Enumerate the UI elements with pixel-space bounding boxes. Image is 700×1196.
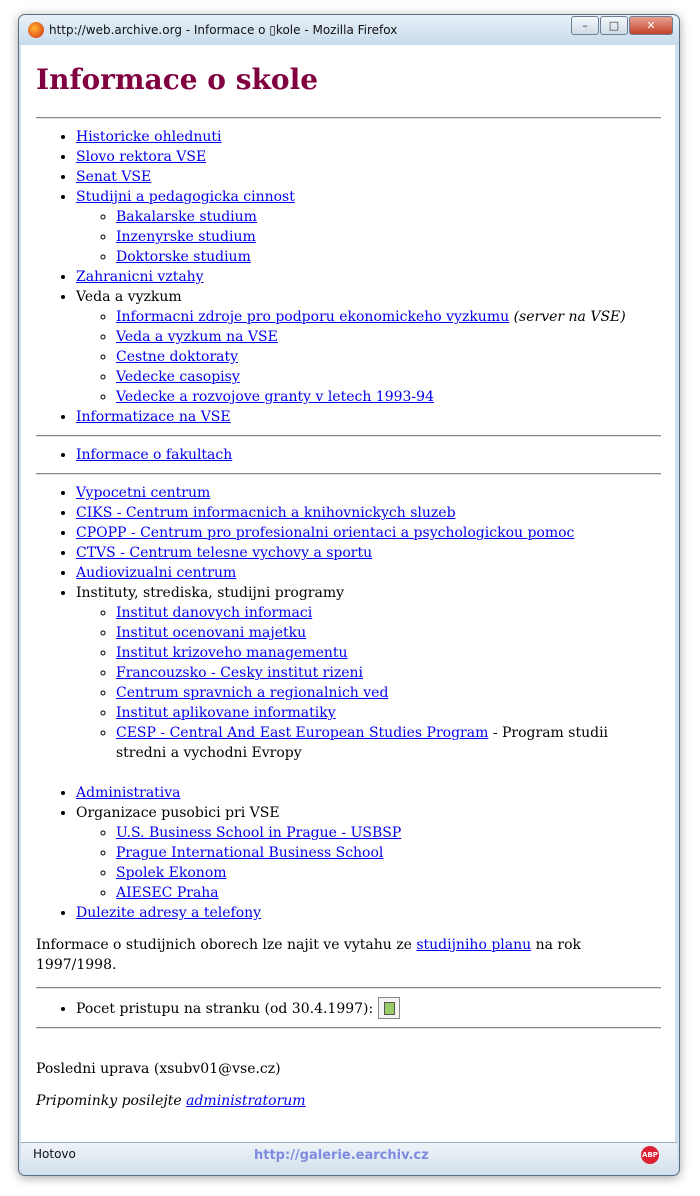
list-item (116, 883, 661, 903)
list-item (116, 643, 661, 663)
list-item (116, 683, 661, 703)
window-title: http://web.archive.org - Informace o ▯kole - Mozilla Firefox (49, 23, 398, 37)
browser-window (18, 14, 680, 1176)
server-note: (server na VSE) (513, 309, 626, 325)
list-item (76, 127, 661, 147)
link-ciks[interactable]: CIKS - Centrum informacnich a knihovnickych sluzeb (76, 505, 456, 521)
link-francouzsko[interactable]: Francouzsko - Cesky institut rizeni (116, 665, 364, 681)
link-administrativa[interactable]: Administrativa (76, 785, 181, 801)
firefox-icon (28, 22, 44, 38)
link-administratorum[interactable]: administratorum (186, 1093, 306, 1109)
study-plan-text: Informace o studijnich oborech lze najit ve vytahu ze (36, 937, 412, 953)
list-item (116, 863, 661, 883)
last-update: Posledni uprava (xsubv01@vse.cz) (36, 1061, 281, 1077)
list-item (116, 623, 661, 643)
link-cestne-doktoraty[interactable]: Cestne doktoraty (116, 349, 239, 365)
close-button[interactable]: ✕ (629, 16, 673, 35)
sub-list (76, 823, 661, 903)
list-item (116, 603, 661, 623)
list-item (116, 723, 661, 763)
list-item (116, 387, 661, 407)
divider (36, 987, 661, 989)
link-studijni-cinnost[interactable]: Studijni a pedagogicka cinnost (76, 189, 295, 205)
link-institut-ocenovani[interactable]: Institut ocenovani majetku (116, 625, 307, 641)
link-pibs[interactable]: Prague International Business School (116, 845, 384, 861)
status-bar (21, 1142, 677, 1171)
study-plan-paragraph (36, 935, 661, 975)
cesp-description: - Program studii stredni a vychodni Evropy (116, 725, 609, 761)
list-item (116, 247, 661, 267)
list-item (76, 483, 661, 503)
link-institut-krizoveho[interactable]: Institut krizoveho managementu (116, 645, 348, 661)
link-slovo-rektora[interactable]: Slovo rektora VSE (76, 149, 207, 165)
link-inzenyrske[interactable]: Inzenyrske studium (116, 229, 256, 245)
list-item (76, 563, 661, 583)
list-item (116, 823, 661, 843)
sub-list (76, 207, 661, 267)
divider (36, 1027, 661, 1029)
study-plan-after: na rok 1997/1998. (36, 937, 582, 973)
list-item (76, 803, 661, 903)
watermark: http://galerie.earchiv.cz (254, 1148, 429, 1163)
link-cpopp[interactable]: CPOPP - Centrum pro profesionalni orientaci a psychologickou pomoc (76, 525, 575, 541)
list-item (76, 287, 661, 407)
link-vedecke-casopisy[interactable]: Vedecke casopisy (116, 369, 240, 385)
main-list (36, 127, 661, 923)
link-informacni-zdroje[interactable]: Informacni zdroje pro podporu ekonomickeho vyzkumu (116, 309, 510, 325)
page-content[interactable] (21, 45, 675, 1142)
list-item (116, 663, 661, 683)
list-item (116, 307, 661, 327)
list-item (76, 147, 661, 167)
list-item (76, 167, 661, 187)
link-ctvs[interactable]: CTVS - Centrum telesne vychovy a sportu (76, 545, 373, 561)
window-controls (570, 16, 673, 35)
link-usbsp[interactable]: U.S. Business School in Prague - USBSP (116, 825, 402, 841)
divider (36, 473, 661, 475)
link-vypocetni-centrum[interactable]: Vypocetni centrum (76, 485, 211, 501)
counter-label: Pocet pristupu na stranku (od 30.4.1997): (76, 1001, 374, 1017)
link-granty[interactable]: Vedecke a rozvojove granty v letech 1993-94 (116, 389, 434, 405)
list-item (76, 903, 661, 923)
list-item (76, 407, 661, 437)
comments-text: Pripominky posilejte (36, 1093, 182, 1109)
list-item (76, 445, 661, 475)
link-institut-danovych[interactable]: Institut danovych informaci (116, 605, 313, 621)
list-item (116, 347, 661, 367)
link-spolek-ekonom[interactable]: Spolek Ekonom (116, 865, 227, 881)
link-centrum-spravnich[interactable]: Centrum spravnich a regionalnich ved (116, 685, 389, 701)
list-item (76, 267, 661, 287)
page-title: Informace o skole (36, 63, 319, 96)
link-informatizace[interactable]: Informatizace na VSE (76, 409, 231, 425)
list-item (76, 997, 661, 1019)
list-item (116, 703, 661, 723)
link-institut-aplikovane[interactable]: Institut aplikovane informatiky (116, 705, 336, 721)
link-doktorske[interactable]: Doktorske studium (116, 249, 251, 265)
link-fakulty[interactable]: Informace o fakultach (76, 447, 233, 463)
comments-paragraph (36, 1091, 661, 1111)
organizace-label: Organizace pusobici pri VSE (76, 805, 280, 821)
instituty-label: Instituty, strediska, studijni programy (76, 585, 345, 601)
list-item (76, 187, 661, 267)
list-item (76, 543, 661, 563)
list-item (76, 523, 661, 543)
list-item (116, 227, 661, 247)
list-item (76, 783, 661, 803)
link-aiesec[interactable]: AIESEC Praha (116, 885, 219, 901)
list-item (116, 207, 661, 227)
counter-list (36, 997, 661, 1019)
veda-label: Veda a vyzkum (76, 289, 182, 305)
divider (36, 117, 661, 119)
link-studijni-plan[interactable]: studijniho planu (416, 937, 532, 953)
divider (36, 435, 661, 437)
list-item (76, 583, 661, 783)
link-senat[interactable]: Senat VSE (76, 169, 152, 185)
list-item (116, 367, 661, 387)
link-audiovizualni[interactable]: Audiovizualni centrum (76, 565, 237, 581)
minimize-button[interactable]: – (571, 16, 599, 35)
maximize-button[interactable]: □ (600, 16, 628, 35)
sub-list (76, 603, 661, 763)
list-item (116, 327, 661, 347)
list-item (116, 843, 661, 863)
sub-list (76, 307, 661, 407)
link-historicke[interactable]: Historicke ohlednuti (76, 129, 222, 145)
list-item (76, 503, 661, 523)
link-veda-vyzkum[interactable]: Veda a vyzkum na VSE (116, 329, 278, 345)
adblock-icon[interactable]: ABP (641, 1146, 659, 1164)
link-zahranicni[interactable]: Zahranicni vztahy (76, 269, 204, 285)
link-cesp[interactable]: CESP - Central And East European Studies Program (116, 725, 489, 741)
link-bakalarske[interactable]: Bakalarske studium (116, 209, 257, 225)
status-text: Hotovo (33, 1147, 76, 1161)
title-bar[interactable] (19, 15, 679, 45)
counter-image-icon (378, 997, 400, 1019)
link-adresy[interactable]: Dulezite adresy a telefony (76, 905, 262, 921)
